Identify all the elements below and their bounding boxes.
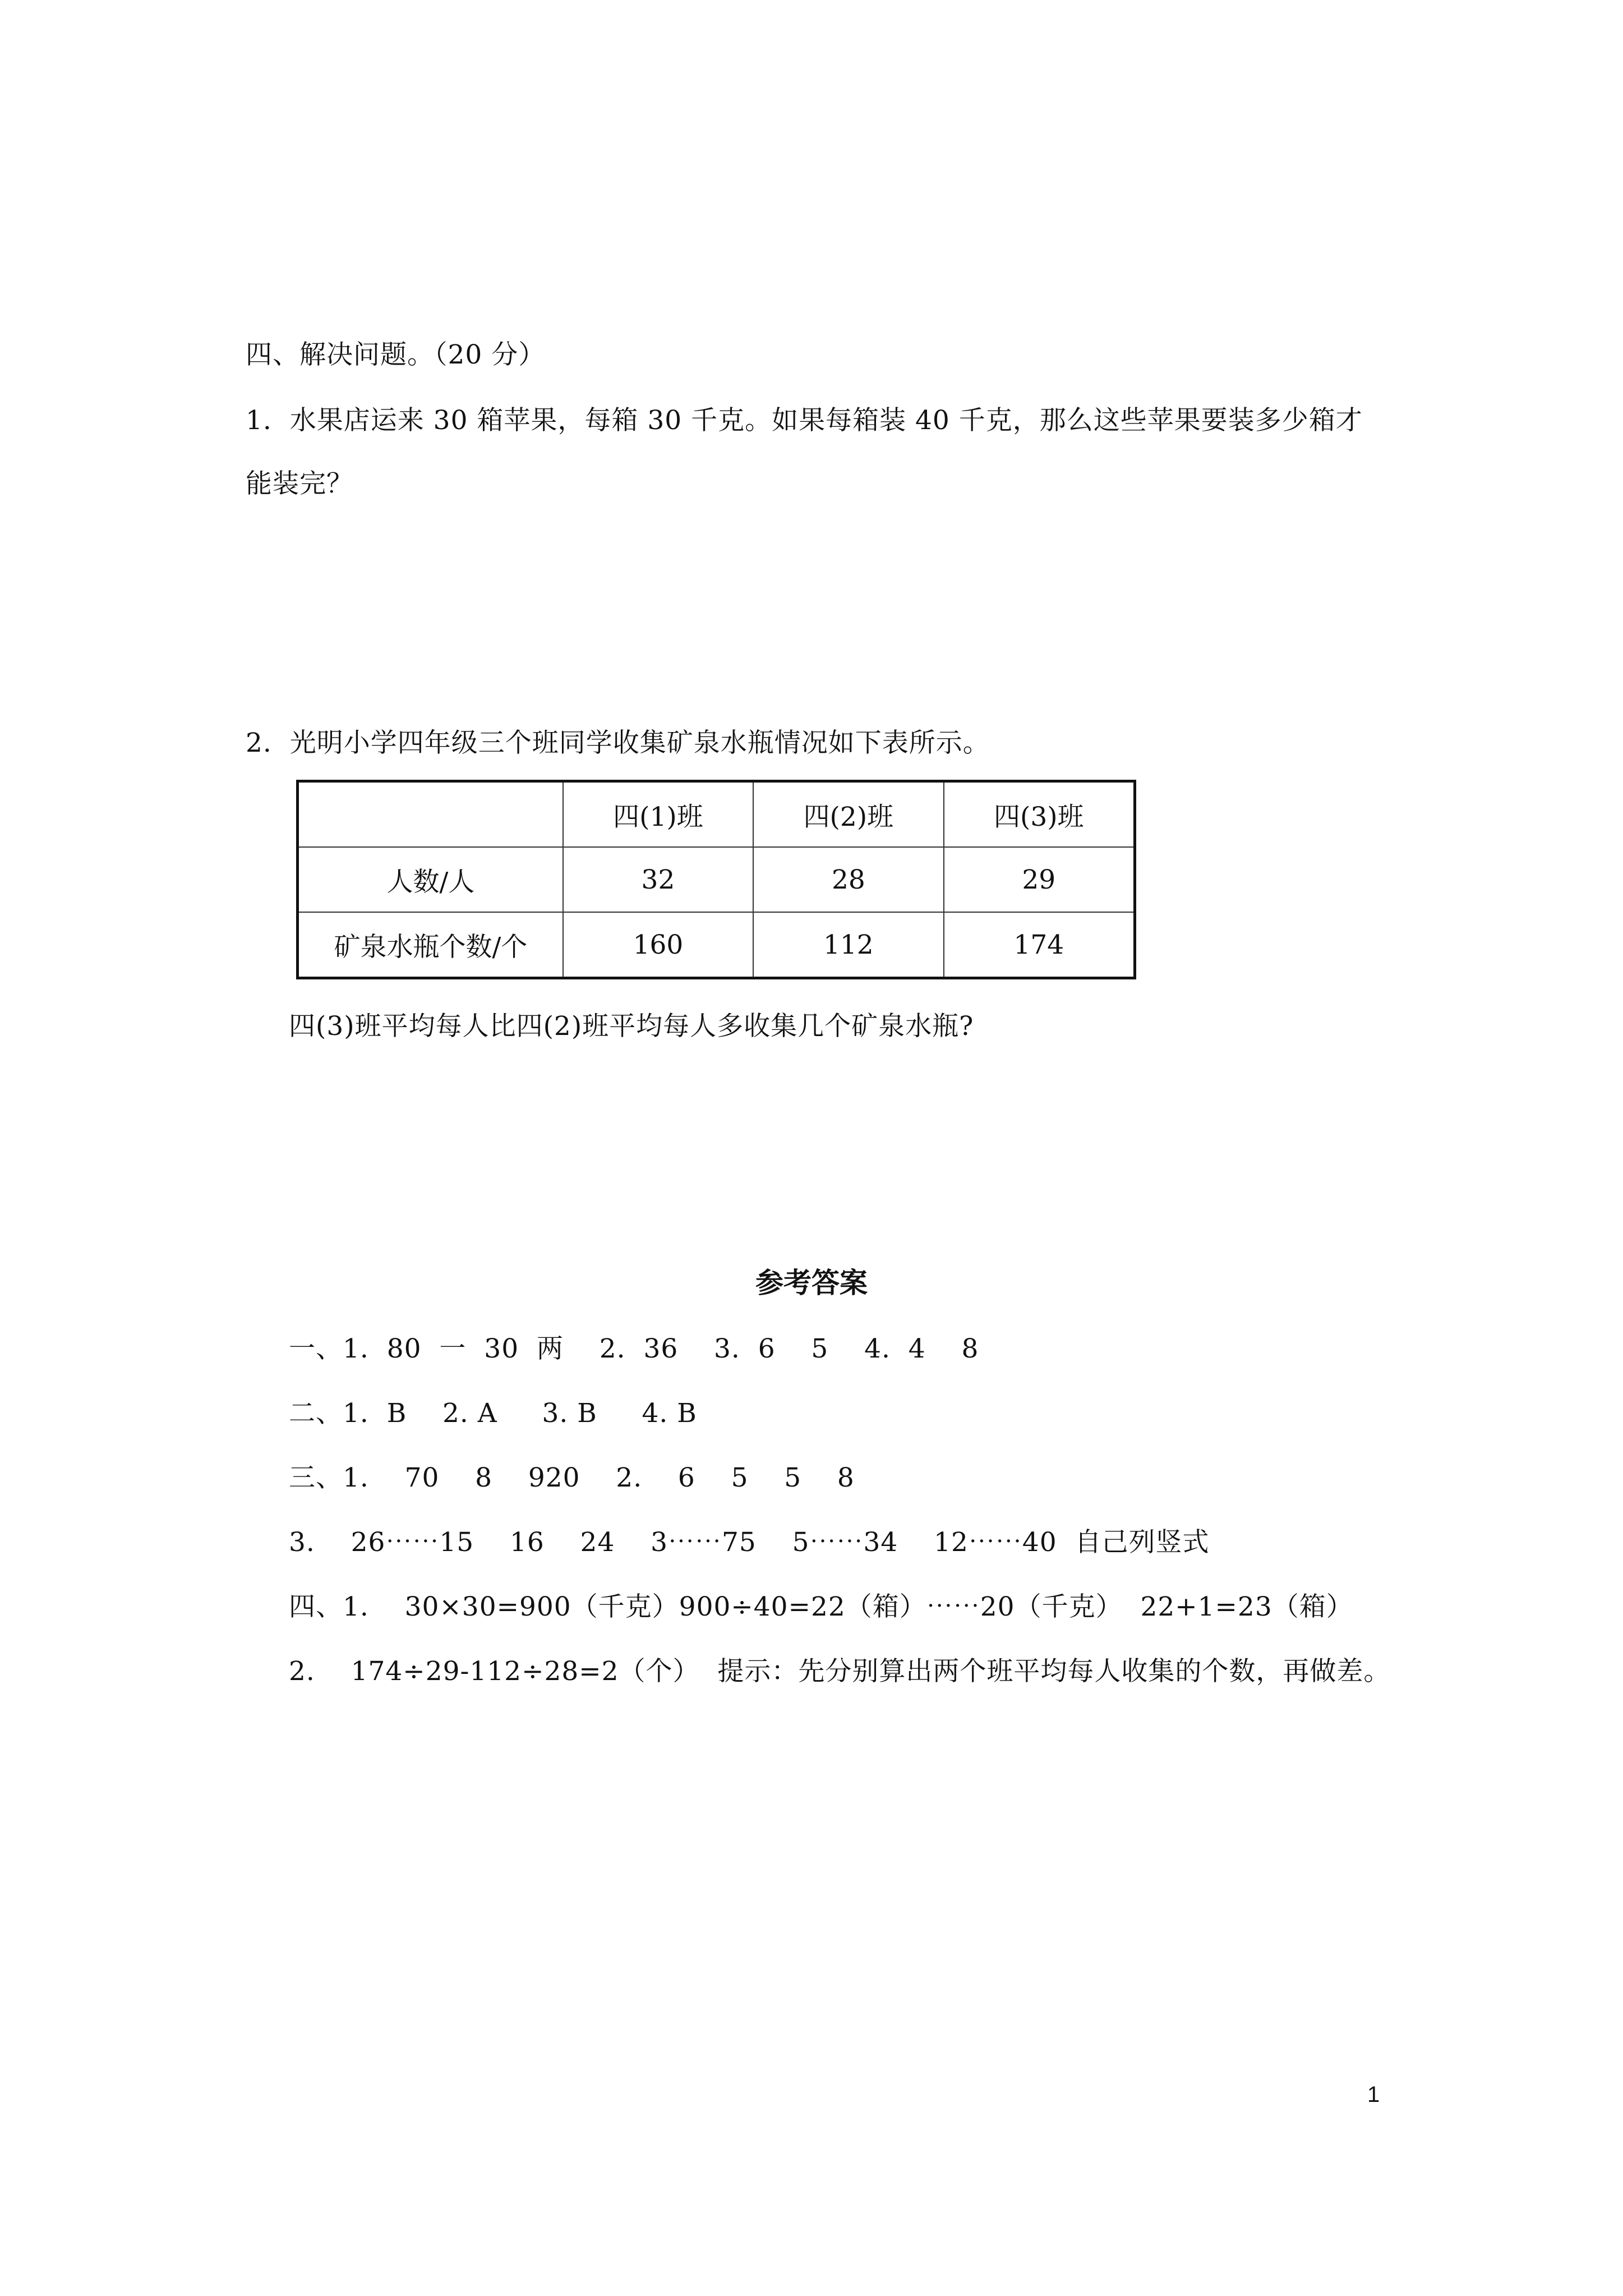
question-2-prompt: 四(3)班平均每人比四(2)班平均每人多收集几个矿泉水瓶? <box>289 1011 974 1042</box>
answer-line: 三、1. 70 8 920 2. 6 5 5 8 <box>289 1462 855 1493</box>
answer-line: 一、1. 80 一 30 两 2. 36 3. 6 5 4. 4 8 <box>289 1333 979 1364</box>
table-cell: 174 <box>944 912 1135 978</box>
page-number: 1 <box>1367 2082 1380 2107</box>
table-row <box>298 912 1135 978</box>
table-header-cell <box>298 781 563 848</box>
table-header-cell: 四(2)班 <box>753 781 943 848</box>
table-cell: 160 <box>563 912 753 978</box>
bottle-collection-table <box>296 780 1136 979</box>
answer-line: 二、1. B 2. A 3. B 4. B <box>289 1398 697 1429</box>
question-1-line-1: 1. 水果店运来 30 箱苹果，每箱 30 千克。如果每箱装 40 千克，那么这些苹果要装多少箱才 <box>246 405 1363 436</box>
table-header-cell: 四(1)班 <box>563 781 753 848</box>
answer-line: 四、1. 30×30=900（千克）900÷40=22（箱）⋯⋯20（千克） 22+1=23（箱） <box>289 1591 1353 1622</box>
table-row-label: 人数/人 <box>298 847 563 912</box>
table-header-row <box>298 781 1135 848</box>
question-1-line-2: 能装完？ <box>246 468 353 499</box>
table-row-label: 矿泉水瓶个数/个 <box>298 912 563 978</box>
table-cell: 28 <box>753 847 943 912</box>
table-cell: 29 <box>944 847 1135 912</box>
answers-title: 参考答案 <box>755 1266 868 1299</box>
section-four-title: 四、解决问题。（20 分） <box>246 339 546 370</box>
table-header-cell: 四(3)班 <box>944 781 1135 848</box>
answer-line: 3. 26⋯⋯15 16 24 3⋯⋯75 5⋯⋯34 12⋯⋯40 自己列竖式 <box>289 1527 1210 1558</box>
answer-line: 2. 174÷29-112÷28=2（个） 提示：先分别算出两个班平均每人收集的个数，再做差。 <box>289 1656 1391 1687</box>
table-row <box>298 847 1135 912</box>
question-2-intro: 2. 光明小学四年级三个班同学收集矿泉水瓶情况如下表所示。 <box>246 728 990 758</box>
table-cell: 32 <box>563 847 753 912</box>
table-cell: 112 <box>753 912 943 978</box>
